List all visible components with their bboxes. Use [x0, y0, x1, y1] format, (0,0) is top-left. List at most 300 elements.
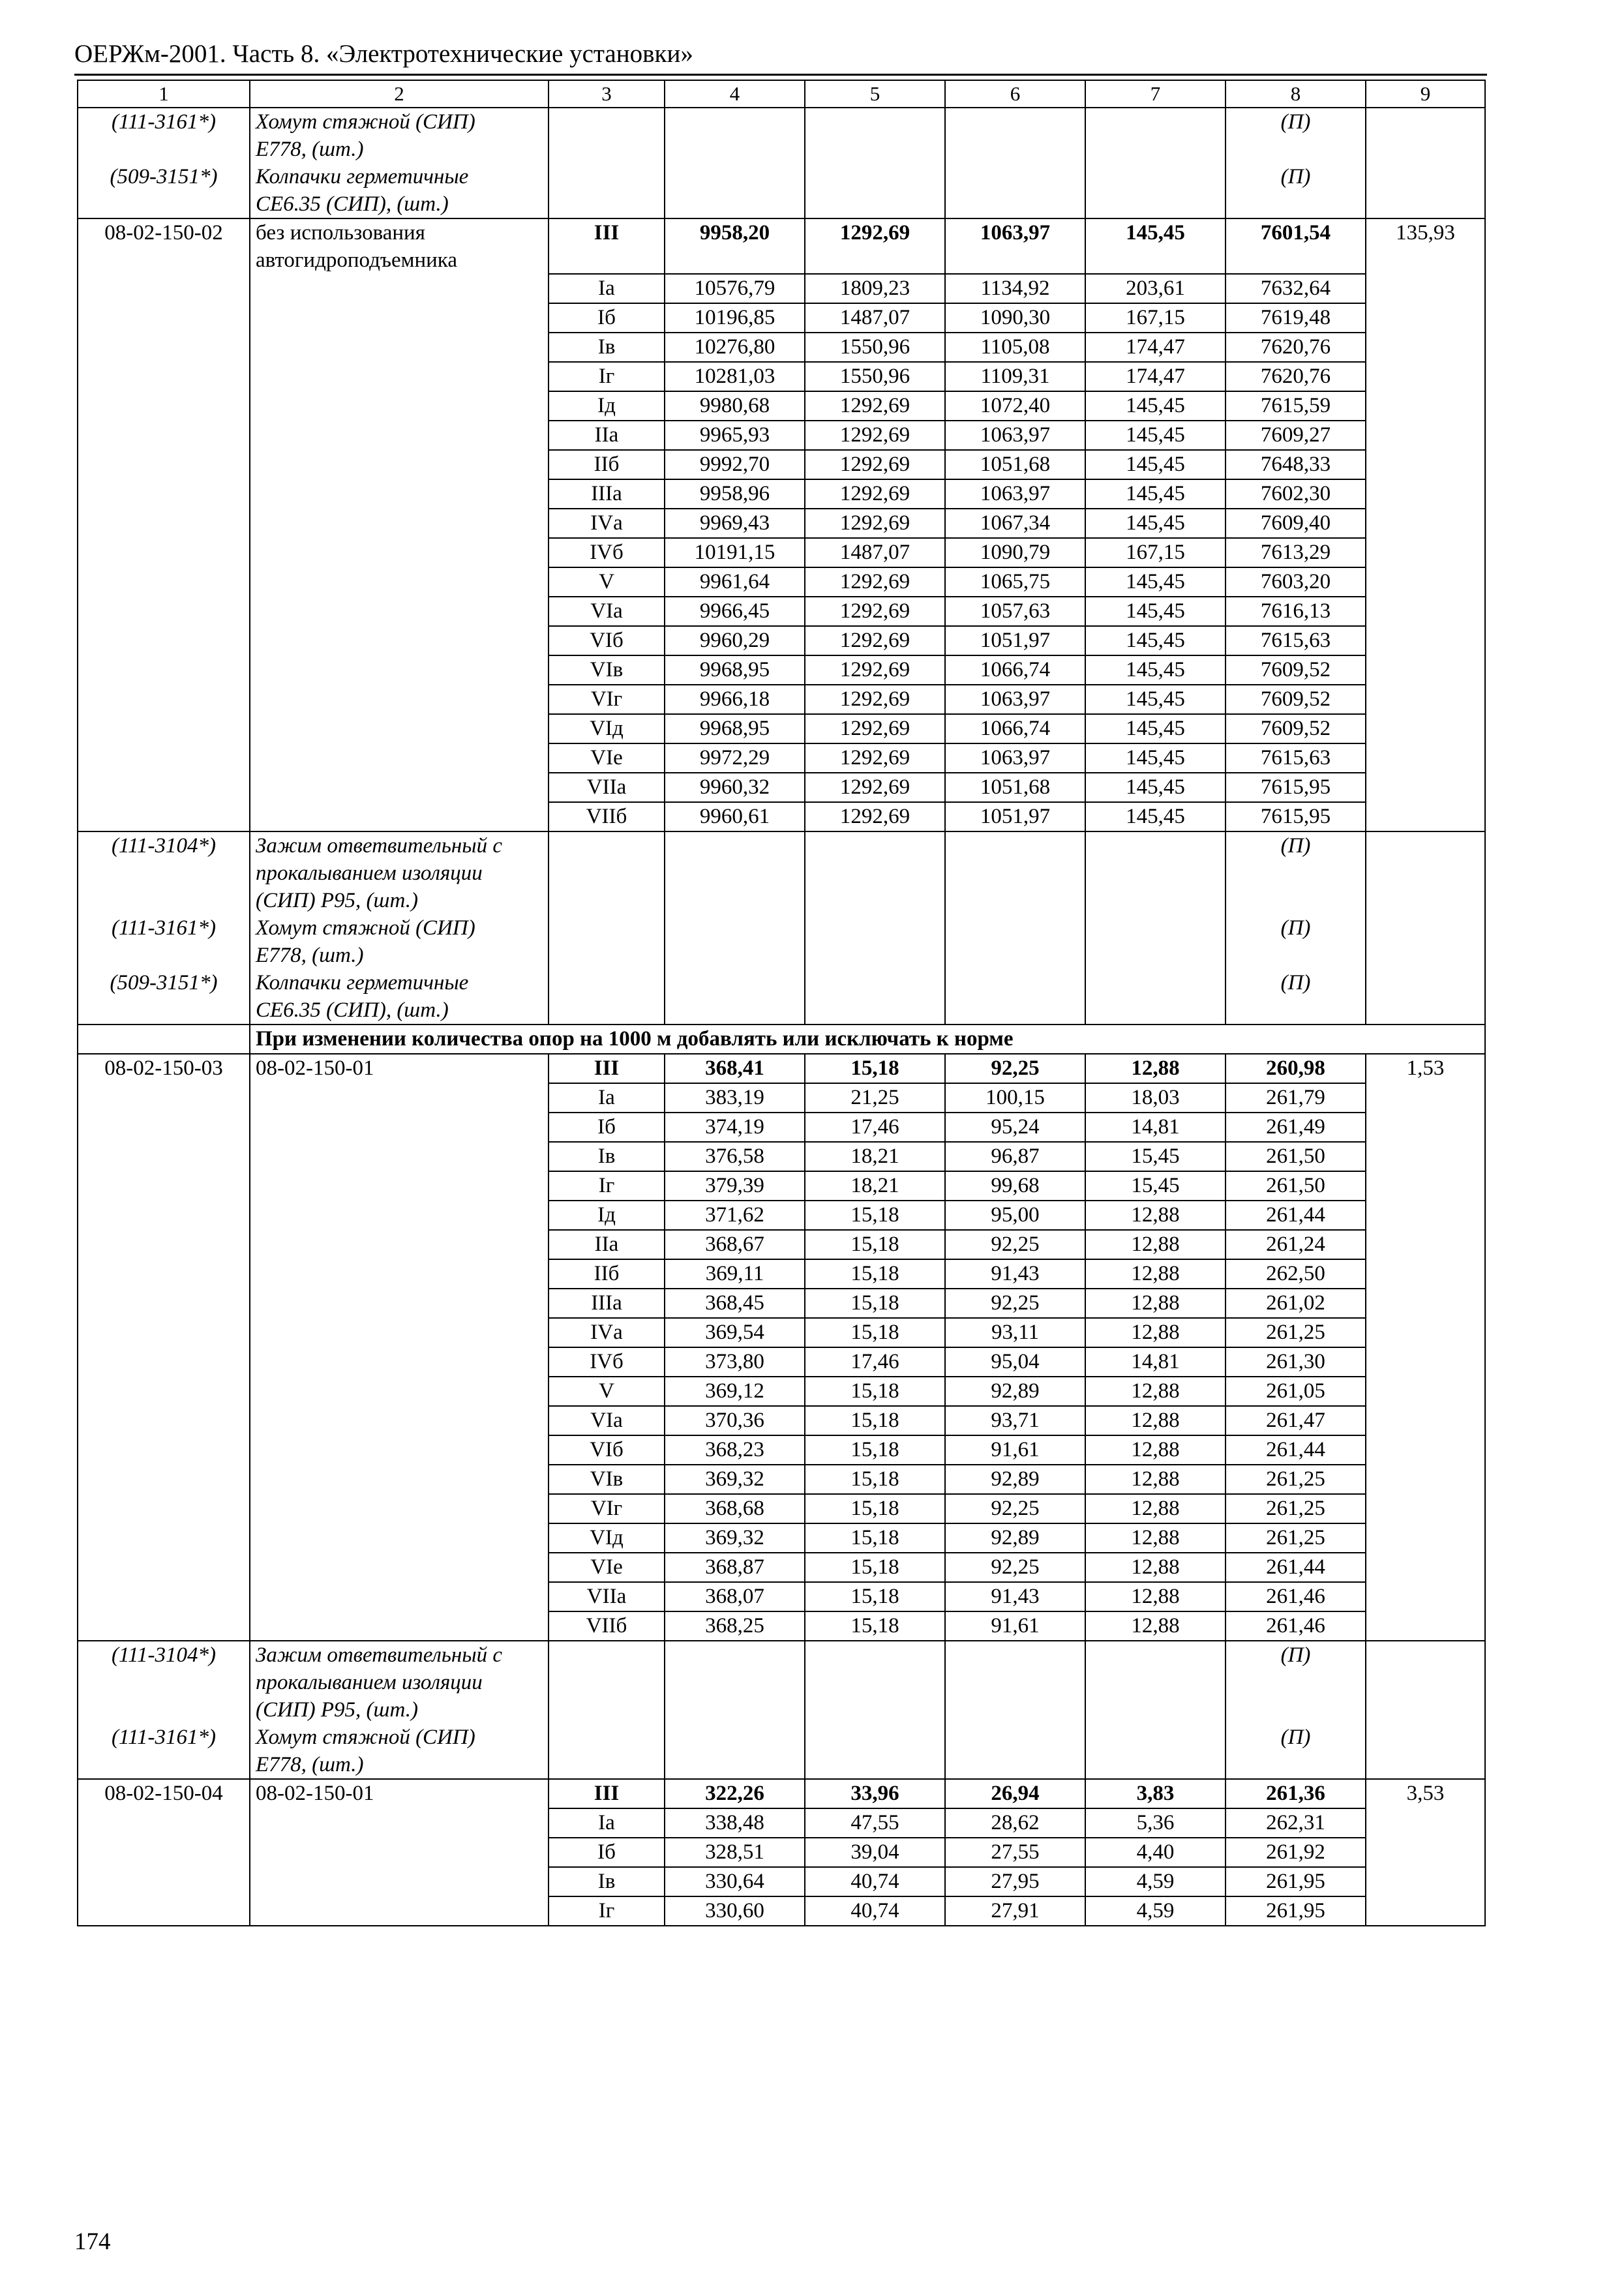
- price-row: [78, 450, 1485, 479]
- zone-cell: Iб: [549, 303, 665, 333]
- total-cost: 368,25: [665, 1611, 805, 1641]
- materials-cost: 261,50: [1226, 1142, 1366, 1171]
- empty-cell: [78, 1347, 250, 1377]
- materials-cost: 261,46: [1226, 1582, 1366, 1611]
- empty-cell: [945, 108, 1085, 163]
- material-name: [250, 831, 549, 914]
- total-cost: 373,80: [665, 1347, 805, 1377]
- material-mark: (П): [1226, 1641, 1366, 1724]
- empty-cell: [250, 1553, 549, 1582]
- material-name: [250, 969, 549, 1025]
- empty-cell: [549, 1641, 665, 1724]
- empty-cell: [250, 1347, 549, 1377]
- machine-cost: 26,94: [945, 1779, 1085, 1808]
- total-cost: 369,11: [665, 1259, 805, 1289]
- machine-cost: 92,89: [945, 1465, 1085, 1494]
- price-row: [78, 333, 1485, 362]
- materials-cost: 262,31: [1226, 1808, 1366, 1838]
- wages-cost: 15,18: [805, 1582, 945, 1611]
- zone-cell: VIIб: [549, 1611, 665, 1641]
- price-row: [78, 1201, 1485, 1230]
- price-row: [78, 1896, 1485, 1926]
- empty-cell: [1366, 1347, 1485, 1377]
- empty-cell: [78, 1808, 250, 1838]
- wages-cost: 40,74: [805, 1867, 945, 1896]
- materials-cost: 261,95: [1226, 1867, 1366, 1896]
- machinist-wages: 12,88: [1085, 1377, 1226, 1406]
- empty-cell: [1366, 1406, 1485, 1435]
- zone-cell: IIб: [549, 450, 665, 479]
- wages-cost: 15,18: [805, 1230, 945, 1259]
- wages-cost: 15,18: [805, 1523, 945, 1553]
- empty-cell: [78, 1582, 250, 1611]
- zone-cell: VIIа: [549, 1582, 665, 1611]
- empty-cell: [78, 1083, 250, 1113]
- machinist-wages: 12,88: [1085, 1553, 1226, 1582]
- machine-cost: 92,89: [945, 1377, 1085, 1406]
- empty-cell: [250, 1523, 549, 1553]
- wages-cost: 15,18: [805, 1465, 945, 1494]
- column-number-2: 2: [250, 80, 549, 108]
- empty-cell: [1085, 969, 1226, 1025]
- total-cost: 9972,29: [665, 743, 805, 773]
- machinist-wages: 4,59: [1085, 1867, 1226, 1896]
- price-row: [78, 626, 1485, 655]
- empty-cell: [549, 108, 665, 163]
- empty-cell: [78, 421, 250, 450]
- empty-cell: [1366, 421, 1485, 450]
- cell-text-line: СЕ6.35 (СИП), (шт.): [256, 998, 449, 1022]
- price-row: [78, 1406, 1485, 1435]
- total-cost: 330,60: [665, 1896, 805, 1926]
- material-row: [78, 108, 1485, 163]
- price-row: [78, 1230, 1485, 1259]
- price-row: [78, 303, 1485, 333]
- wages-cost: 17,46: [805, 1113, 945, 1142]
- empty-cell: [78, 1838, 250, 1867]
- total-cost: 379,39: [665, 1171, 805, 1201]
- empty-cell: [1366, 743, 1485, 773]
- materials-cost: 7615,95: [1226, 773, 1366, 802]
- machine-cost: 91,61: [945, 1611, 1085, 1641]
- machinist-wages: 145,45: [1085, 802, 1226, 831]
- empty-cell: [78, 333, 250, 362]
- price-row: [78, 1142, 1485, 1171]
- empty-cell: [805, 108, 945, 163]
- price-row: [78, 1465, 1485, 1494]
- total-cost: 9980,68: [665, 391, 805, 421]
- zone-cell: V: [549, 567, 665, 597]
- labor-cost: 1,53: [1366, 1054, 1485, 1083]
- empty-cell: [78, 1201, 250, 1230]
- empty-cell: [1366, 1377, 1485, 1406]
- machine-cost: 92,25: [945, 1553, 1085, 1582]
- zone-cell: IIа: [549, 421, 665, 450]
- material-name: [250, 1724, 549, 1779]
- machine-cost: 95,00: [945, 1201, 1085, 1230]
- zone-cell: III: [549, 1779, 665, 1808]
- price-row: [78, 1611, 1485, 1641]
- empty-cell: [1366, 1896, 1485, 1926]
- wages-cost: 1292,69: [805, 773, 945, 802]
- empty-cell: [1366, 655, 1485, 685]
- zone-cell: IVб: [549, 1347, 665, 1377]
- total-cost: 368,41: [665, 1054, 805, 1083]
- materials-cost: 261,79: [1226, 1083, 1366, 1113]
- machinist-wages: 12,88: [1085, 1465, 1226, 1494]
- machinist-wages: 12,88: [1085, 1582, 1226, 1611]
- machinist-wages: 203,61: [1085, 274, 1226, 303]
- empty-cell: [250, 626, 549, 655]
- total-cost: 369,12: [665, 1377, 805, 1406]
- empty-cell: [250, 1465, 549, 1494]
- machine-cost: 1063,97: [945, 479, 1085, 509]
- empty-cell: [250, 1113, 549, 1142]
- cell-text-line: Колпачки герметичные: [256, 971, 469, 995]
- materials-cost: 261,44: [1226, 1435, 1366, 1465]
- empty-cell: [78, 685, 250, 714]
- empty-cell: [1366, 333, 1485, 362]
- empty-cell: [250, 685, 549, 714]
- total-cost: 370,36: [665, 1406, 805, 1435]
- material-name: [250, 914, 549, 969]
- empty-cell: [1366, 450, 1485, 479]
- machinist-wages: 145,45: [1085, 479, 1226, 509]
- total-cost: 10281,03: [665, 362, 805, 391]
- wages-cost: 15,18: [805, 1494, 945, 1523]
- total-cost: 9966,18: [665, 685, 805, 714]
- empty-cell: [250, 1377, 549, 1406]
- empty-cell: [1366, 1808, 1485, 1838]
- empty-cell: [1366, 362, 1485, 391]
- price-row: [78, 655, 1485, 685]
- machine-cost: 1051,68: [945, 450, 1085, 479]
- empty-cell: [78, 597, 250, 626]
- empty-cell: [250, 1083, 549, 1113]
- empty-cell: [250, 303, 549, 333]
- wages-cost: 47,55: [805, 1808, 945, 1838]
- norm-code: 08-02-150-03: [78, 1054, 250, 1083]
- empty-cell: [945, 1641, 1085, 1724]
- total-cost: 9968,95: [665, 714, 805, 743]
- price-row: [78, 1318, 1485, 1347]
- zone-cell: Iд: [549, 1201, 665, 1230]
- material-row: [78, 1641, 1485, 1724]
- material-code: (509-3151*): [78, 969, 250, 1025]
- price-row: [78, 509, 1485, 538]
- empty-cell: [250, 333, 549, 362]
- total-cost: 369,54: [665, 1318, 805, 1347]
- zone-cell: Iг: [549, 1171, 665, 1201]
- empty-cell: [1366, 1113, 1485, 1142]
- empty-cell: [78, 1230, 250, 1259]
- total-cost: 9960,32: [665, 773, 805, 802]
- empty-cell: [1366, 303, 1485, 333]
- materials-cost: 261,02: [1226, 1289, 1366, 1318]
- total-cost: 330,64: [665, 1867, 805, 1896]
- total-cost: 371,62: [665, 1201, 805, 1230]
- empty-cell: [250, 1318, 549, 1347]
- material-mark: (П): [1226, 831, 1366, 914]
- price-row: [78, 1808, 1485, 1838]
- empty-cell: [78, 362, 250, 391]
- material-row: [78, 831, 1485, 914]
- empty-cell: [945, 1724, 1085, 1779]
- empty-cell: [1366, 1083, 1485, 1113]
- total-cost: 9992,70: [665, 450, 805, 479]
- column-number-5: 5: [805, 80, 945, 108]
- wages-cost: 1487,07: [805, 538, 945, 567]
- machine-cost: 93,71: [945, 1406, 1085, 1435]
- empty-cell: [805, 163, 945, 218]
- norm-description: [250, 1054, 549, 1083]
- machine-cost: 1051,97: [945, 802, 1085, 831]
- empty-cell: [250, 597, 549, 626]
- materials-cost: 7615,63: [1226, 743, 1366, 773]
- total-cost: 322,26: [665, 1779, 805, 1808]
- material-code: (111-3104*): [78, 1641, 250, 1724]
- price-row: [78, 1083, 1485, 1113]
- machine-cost: 1090,30: [945, 303, 1085, 333]
- price-row: [78, 421, 1485, 450]
- total-cost: 9965,93: [665, 421, 805, 450]
- wages-cost: 1550,96: [805, 362, 945, 391]
- material-mark: (П): [1226, 163, 1366, 218]
- empty-cell: [78, 1025, 250, 1054]
- zone-cell: VIв: [549, 1465, 665, 1494]
- price-row: [78, 685, 1485, 714]
- empty-cell: [1366, 1582, 1485, 1611]
- machinist-wages: 12,88: [1085, 1054, 1226, 1083]
- empty-cell: [250, 655, 549, 685]
- machine-cost: 1063,97: [945, 421, 1085, 450]
- zone-cell: IIIа: [549, 479, 665, 509]
- materials-cost: 7615,59: [1226, 391, 1366, 421]
- machine-cost: 1066,74: [945, 655, 1085, 685]
- machine-cost: 91,43: [945, 1259, 1085, 1289]
- zone-cell: VIг: [549, 1494, 665, 1523]
- machinist-wages: 4,40: [1085, 1838, 1226, 1867]
- empty-cell: [250, 1435, 549, 1465]
- empty-cell: [78, 1867, 250, 1896]
- materials-cost: 261,25: [1226, 1523, 1366, 1553]
- wages-cost: 18,21: [805, 1171, 945, 1201]
- material-code: (509-3151*): [78, 163, 250, 218]
- cell-text-line: СЕ6.35 (СИП), (шт.): [256, 192, 449, 216]
- empty-cell: [1085, 163, 1226, 218]
- wages-cost: 15,18: [805, 1377, 945, 1406]
- cell-text-line: Зажим ответвительный с: [256, 1643, 503, 1667]
- empty-cell: [1366, 1641, 1485, 1724]
- empty-cell: [78, 1465, 250, 1494]
- zone-cell: VIб: [549, 626, 665, 655]
- empty-cell: [250, 1142, 549, 1171]
- machine-cost: 95,24: [945, 1113, 1085, 1142]
- zone-cell: Iв: [549, 1867, 665, 1896]
- zone-cell: VIб: [549, 1435, 665, 1465]
- empty-cell: [1366, 685, 1485, 714]
- machine-cost: 27,95: [945, 1867, 1085, 1896]
- zone-cell: VIе: [549, 743, 665, 773]
- machinist-wages: 145,45: [1085, 743, 1226, 773]
- total-cost: 10276,80: [665, 333, 805, 362]
- zone-cell: V: [549, 1377, 665, 1406]
- empty-cell: [1085, 108, 1226, 163]
- wages-cost: 1292,69: [805, 479, 945, 509]
- empty-cell: [250, 538, 549, 567]
- machine-cost: 28,62: [945, 1808, 1085, 1838]
- empty-cell: [665, 831, 805, 914]
- machinist-wages: 18,03: [1085, 1083, 1226, 1113]
- zone-cell: Iа: [549, 274, 665, 303]
- materials-cost: 7616,13: [1226, 597, 1366, 626]
- total-cost: 9968,95: [665, 655, 805, 685]
- machinist-wages: 145,45: [1085, 597, 1226, 626]
- machine-cost: 92,89: [945, 1523, 1085, 1553]
- cell-text-line: Хомут стяжной (СИП): [256, 916, 475, 940]
- wages-cost: 15,18: [805, 1289, 945, 1318]
- machinist-wages: 15,45: [1085, 1142, 1226, 1171]
- materials-cost: 262,50: [1226, 1259, 1366, 1289]
- total-cost: 368,07: [665, 1582, 805, 1611]
- empty-cell: [78, 626, 250, 655]
- empty-cell: [665, 969, 805, 1025]
- zone-cell: Iа: [549, 1083, 665, 1113]
- wages-cost: 1809,23: [805, 274, 945, 303]
- empty-cell: [250, 1201, 549, 1230]
- machinist-wages: 12,88: [1085, 1289, 1226, 1318]
- materials-cost: 261,92: [1226, 1838, 1366, 1867]
- total-cost: 9958,20: [665, 218, 805, 274]
- cell-text-line: 08-02-150-01: [256, 1056, 374, 1080]
- empty-cell: [549, 163, 665, 218]
- price-row: [78, 1553, 1485, 1582]
- total-cost: 9958,96: [665, 479, 805, 509]
- column-number-3: 3: [549, 80, 665, 108]
- empty-cell: [1366, 163, 1485, 218]
- material-code: (111-3161*): [78, 108, 250, 163]
- total-cost: 369,32: [665, 1465, 805, 1494]
- machine-cost: 1105,08: [945, 333, 1085, 362]
- material-name: [250, 163, 549, 218]
- price-row: [78, 567, 1485, 597]
- material-name: [250, 1641, 549, 1724]
- wages-cost: 1292,69: [805, 655, 945, 685]
- machinist-wages: 12,88: [1085, 1494, 1226, 1523]
- materials-cost: 261,49: [1226, 1113, 1366, 1142]
- wages-cost: 1292,69: [805, 391, 945, 421]
- machine-cost: 1063,97: [945, 743, 1085, 773]
- empty-cell: [78, 1171, 250, 1201]
- wages-cost: 21,25: [805, 1083, 945, 1113]
- machine-cost: 91,43: [945, 1582, 1085, 1611]
- wages-cost: 1550,96: [805, 333, 945, 362]
- machine-cost: 1134,92: [945, 274, 1085, 303]
- price-row: [78, 538, 1485, 567]
- empty-cell: [250, 391, 549, 421]
- zone-cell: VIд: [549, 1523, 665, 1553]
- price-row: [78, 1779, 1485, 1808]
- total-cost: 368,68: [665, 1494, 805, 1523]
- machine-cost: 92,25: [945, 1054, 1085, 1083]
- column-number-4: 4: [665, 80, 805, 108]
- zone-cell: Iд: [549, 391, 665, 421]
- machinist-wages: 12,88: [1085, 1435, 1226, 1465]
- norm-code: 08-02-150-02: [78, 218, 250, 274]
- empty-cell: [250, 714, 549, 743]
- zone-cell: III: [549, 218, 665, 274]
- empty-cell: [78, 1553, 250, 1582]
- materials-cost: 7619,48: [1226, 303, 1366, 333]
- empty-cell: [665, 1724, 805, 1779]
- machinist-wages: 145,45: [1085, 655, 1226, 685]
- empty-cell: [250, 1494, 549, 1523]
- empty-cell: [250, 567, 549, 597]
- price-row: [78, 391, 1485, 421]
- price-row: [78, 1838, 1485, 1867]
- wages-cost: 1292,69: [805, 685, 945, 714]
- machine-cost: 96,87: [945, 1142, 1085, 1171]
- empty-cell: [78, 773, 250, 802]
- materials-cost: 261,47: [1226, 1406, 1366, 1435]
- empty-cell: [1366, 773, 1485, 802]
- total-cost: 9966,45: [665, 597, 805, 626]
- material-row: [78, 969, 1485, 1025]
- machinist-wages: 167,15: [1085, 538, 1226, 567]
- zone-cell: VIг: [549, 685, 665, 714]
- empty-cell: [1366, 1553, 1485, 1582]
- empty-cell: [78, 391, 250, 421]
- machine-cost: 27,91: [945, 1896, 1085, 1926]
- empty-cell: [78, 1406, 250, 1435]
- wages-cost: 1292,69: [805, 626, 945, 655]
- empty-cell: [78, 1259, 250, 1289]
- price-row: [78, 597, 1485, 626]
- machine-cost: 1051,97: [945, 626, 1085, 655]
- empty-cell: [78, 538, 250, 567]
- machinist-wages: 15,45: [1085, 1171, 1226, 1201]
- total-cost: 376,58: [665, 1142, 805, 1171]
- empty-cell: [805, 914, 945, 969]
- cell-text-line: 08-02-150-01: [256, 1782, 374, 1805]
- empty-cell: [78, 567, 250, 597]
- wages-cost: 18,21: [805, 1142, 945, 1171]
- price-row: [78, 1289, 1485, 1318]
- machine-cost: 1065,75: [945, 567, 1085, 597]
- machinist-wages: 12,88: [1085, 1406, 1226, 1435]
- materials-cost: 7609,52: [1226, 714, 1366, 743]
- total-cost: 383,19: [665, 1083, 805, 1113]
- empty-cell: [250, 479, 549, 509]
- table-body: [78, 80, 1485, 1926]
- materials-cost: 7601,54: [1226, 218, 1366, 274]
- price-row: [78, 1435, 1485, 1465]
- machinist-wages: 145,45: [1085, 421, 1226, 450]
- machine-cost: 92,25: [945, 1230, 1085, 1259]
- zone-cell: VIIа: [549, 773, 665, 802]
- price-row: [78, 479, 1485, 509]
- wages-cost: 1292,69: [805, 714, 945, 743]
- materials-cost: 7613,29: [1226, 538, 1366, 567]
- page-number: 174: [74, 2228, 111, 2255]
- total-cost: 328,51: [665, 1838, 805, 1867]
- empty-cell: [549, 914, 665, 969]
- empty-cell: [1366, 969, 1485, 1025]
- empty-cell: [250, 773, 549, 802]
- cell-text-line: (СИП) Р95, (шт.): [256, 889, 418, 912]
- empty-cell: [1366, 1259, 1485, 1289]
- empty-cell: [78, 303, 250, 333]
